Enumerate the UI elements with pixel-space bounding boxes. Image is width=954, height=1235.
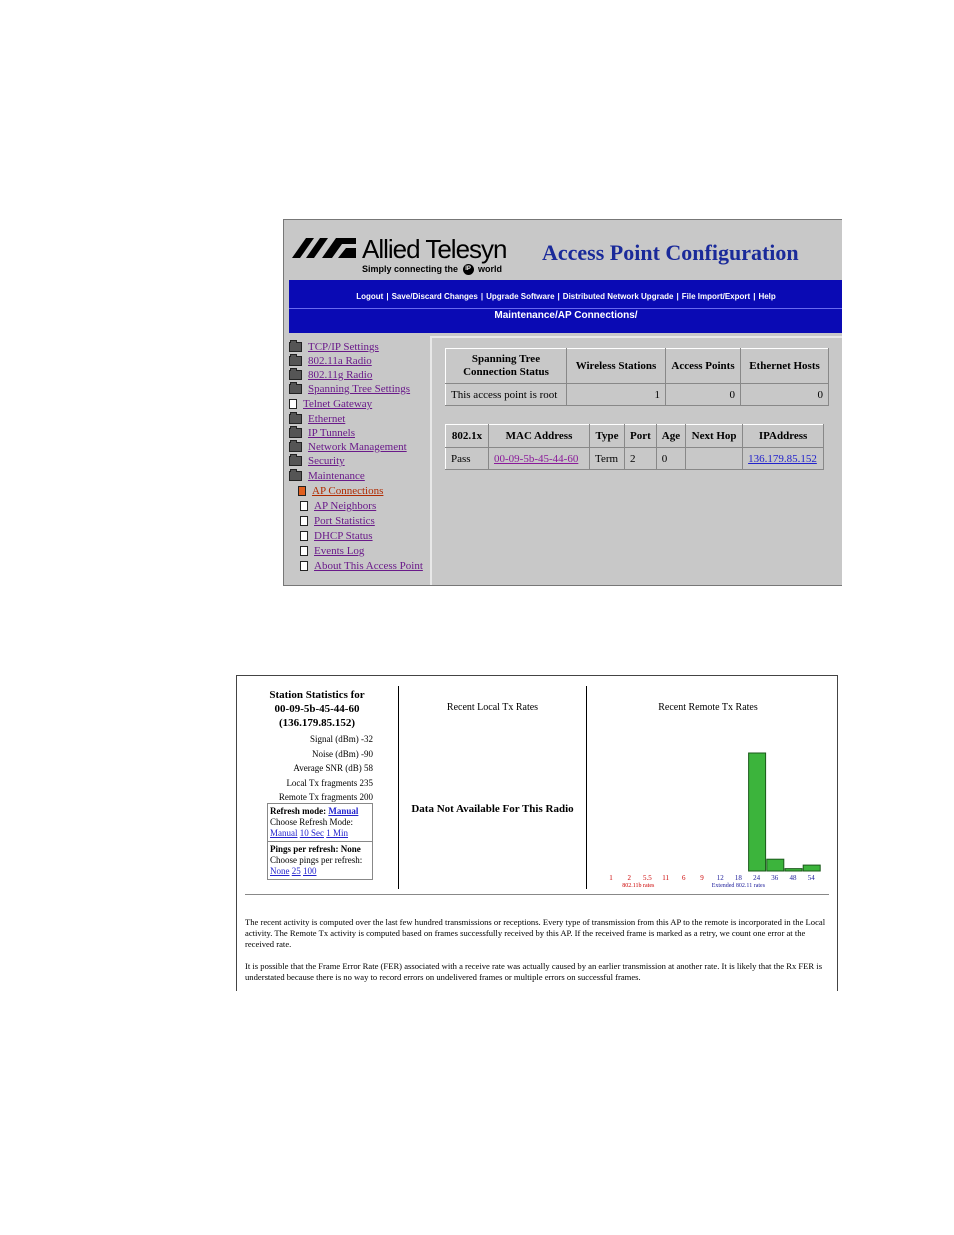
sidebar-item-ip-tunnels[interactable] xyxy=(289,426,355,440)
refresh-10sec-link[interactable]: 10 Sec xyxy=(299,828,324,838)
nav-bar xyxy=(289,280,842,333)
refresh-options xyxy=(270,828,370,839)
bar-48 xyxy=(785,869,802,871)
table-cell xyxy=(743,448,824,470)
folder-icon xyxy=(289,370,302,380)
table-cell xyxy=(686,448,743,470)
refresh-manual-link[interactable]: Manual xyxy=(270,828,298,838)
header xyxy=(284,220,842,280)
sidebar-item-label[interactable]: 802.11a Radio xyxy=(308,355,372,367)
tick-label-48: 48 xyxy=(789,874,797,882)
stat-signal: Signal (dBm) -32 xyxy=(310,734,373,744)
table-cell: Term xyxy=(590,448,625,470)
table-row xyxy=(446,448,824,470)
table-cell: 2 xyxy=(625,448,657,470)
page-icon xyxy=(300,546,308,556)
tick-label-6: 6 xyxy=(682,874,686,882)
menu-separator: | xyxy=(480,292,484,301)
page-title: Access Point Configuration xyxy=(542,240,799,265)
tick-label-5.5: 5.5 xyxy=(643,874,652,882)
open-folder-icon xyxy=(289,471,302,481)
sidebar-item-port-statistics[interactable] xyxy=(300,514,375,528)
notes xyxy=(245,917,831,991)
page-icon xyxy=(300,531,308,541)
menu-upgrade-software[interactable]: Upgrade Software xyxy=(486,292,555,301)
column-header: 802.1x xyxy=(446,425,489,448)
sidebar-item-label[interactable]: 802.11g Radio xyxy=(308,369,373,381)
tick-label-1: 1 xyxy=(609,874,613,882)
sidebar-item-80211g[interactable] xyxy=(289,368,372,382)
sidebar-item-ethernet[interactable] xyxy=(289,412,345,426)
menu-separator: | xyxy=(753,292,756,301)
remote-tx-chart xyxy=(587,716,838,896)
bar-54 xyxy=(803,865,820,871)
page-icon xyxy=(300,561,308,571)
sidebar-item-maintenance[interactable] xyxy=(289,469,365,483)
sidebar-item-label[interactable]: IP Tunnels xyxy=(308,427,355,439)
ip-icon: IP xyxy=(463,264,474,275)
separator-line xyxy=(245,894,829,895)
remote-tx-title: Recent Remote Tx Rates xyxy=(658,702,758,713)
menu-file-import-export[interactable]: File Import/Export xyxy=(681,292,751,301)
bar-36 xyxy=(767,859,784,871)
main-content xyxy=(432,336,842,586)
tick-label-36: 36 xyxy=(771,874,779,882)
column-header: Ethernet Hosts xyxy=(741,349,829,384)
sidebar-item-network-mgmt[interactable] xyxy=(289,440,407,454)
menu-distributed-upgrade[interactable]: Distributed Network Upgrade xyxy=(562,292,674,301)
pings-label: Pings per refresh: None xyxy=(270,844,361,854)
pings-none-link[interactable]: None xyxy=(270,866,290,876)
sidebar-item-label[interactable]: Ethernet xyxy=(308,413,346,425)
brand-name: Allied Telesyn xyxy=(362,234,507,264)
sidebar-item-label[interactable]: About This Access Point xyxy=(314,560,423,572)
sidebar-item-ap-connections[interactable] xyxy=(298,484,383,498)
data-not-available: Data Not Available For This Radio xyxy=(411,803,574,815)
mac-address-link[interactable]: 00-09-5b-45-44-60 xyxy=(494,452,579,465)
table-header-row xyxy=(446,425,824,448)
note-paragraph: The recent activity is computed over the last few hundred transmissions or receptions. Every type of transmission from this AP to the remote is incorporated in the Local activity. The Remote Tx activity is computed based on frames successfully received by this AP. If the received frame is marked as a retry, we count one error at the received rate. xyxy=(245,917,826,949)
folder-icon xyxy=(289,414,302,424)
refresh-mode-line xyxy=(270,806,370,817)
local-tx-title: Recent Local Tx Rates xyxy=(446,702,539,713)
refresh-mode-label: Refresh mode: xyxy=(270,806,327,816)
sidebar-item-tcpip[interactable] xyxy=(289,340,379,354)
sidebar-item-telnet[interactable] xyxy=(289,397,372,411)
stat-remote-tx: Remote Tx fragments 200 xyxy=(278,792,373,802)
page-icon xyxy=(300,516,308,526)
folder-icon xyxy=(289,342,302,352)
stats-ip: (136.179.85.152) xyxy=(278,717,356,729)
sidebar-item-label[interactable]: TCP/IP Settings xyxy=(308,341,379,353)
table-header-row xyxy=(446,349,829,384)
station-statistics-window xyxy=(236,675,838,991)
sidebar-item-label[interactable]: AP Neighbors xyxy=(314,500,377,512)
table-cell: 0 xyxy=(741,384,829,406)
allied-telesyn-logo xyxy=(292,234,512,278)
menu-help[interactable]: Help xyxy=(758,292,776,301)
folder-icon xyxy=(289,384,302,394)
top-menu xyxy=(289,292,842,301)
menu-save-discard[interactable]: Save/Discard Changes xyxy=(391,292,478,301)
group-label-extended: Extended 802.11 rates xyxy=(711,883,766,889)
tick-label-2: 2 xyxy=(627,874,631,882)
sidebar-item-events-log[interactable] xyxy=(300,544,364,558)
tagline-right: world xyxy=(478,264,503,274)
refresh-1min-link[interactable]: 1 Min xyxy=(326,828,349,838)
column-header: Age xyxy=(656,425,685,448)
stats-title: Station Statistics for xyxy=(269,689,365,701)
sidebar-item-80211a[interactable] xyxy=(289,354,372,368)
sidebar-item-label[interactable]: Security xyxy=(308,455,345,467)
breadcrumb: Maintenance/AP Connections/ xyxy=(289,308,842,321)
summary-table xyxy=(445,348,829,406)
group-label-80211b: 802.11b rates xyxy=(622,883,655,889)
table-cell: 1 xyxy=(567,384,666,406)
sidebar-item-label[interactable]: Port Statistics xyxy=(314,515,375,527)
stat-snr: Average SNR (dB) 58 xyxy=(293,763,373,773)
sidebar-item-label[interactable]: Spanning Tree Settings xyxy=(308,383,411,395)
column-header: Spanning Tree Connection Status xyxy=(446,349,567,384)
bar-24 xyxy=(749,753,766,871)
sidebar-item-label[interactable]: Telnet Gateway xyxy=(303,398,373,410)
tick-label-11: 11 xyxy=(662,874,669,882)
column-header: Port xyxy=(625,425,657,448)
folder-icon xyxy=(289,356,302,366)
pings-25-link[interactable]: 25 xyxy=(291,866,301,876)
column-header: MAC Address xyxy=(489,425,590,448)
tick-label-54: 54 xyxy=(807,874,815,882)
connections-table xyxy=(445,424,824,470)
table-cell xyxy=(489,448,590,470)
column-header: Next Hop xyxy=(686,425,743,448)
note-paragraph: It is possible that the Frame Error Rate (FER) associated with a receive rate was actually caused by an earlier transmission at another rate. It is likely that the Rx FER is understated because there is no way to record errors on undelivered frames or multiple errors on successful frames. xyxy=(245,961,823,982)
column-header: IPAddress xyxy=(743,425,824,448)
folder-icon xyxy=(289,428,302,438)
table-row xyxy=(446,384,829,406)
column-header: Access Points xyxy=(666,349,741,384)
refresh-choose-label: Choose Refresh Mode: xyxy=(270,817,353,827)
sidebar-item-spanning-tree[interactable] xyxy=(289,382,410,396)
sidebar-item-label[interactable]: Maintenance xyxy=(308,470,365,482)
table-cell: This access point is root xyxy=(446,384,567,406)
sidebar-item-security[interactable] xyxy=(289,454,345,468)
tick-label-12: 12 xyxy=(716,874,724,882)
allied-telesyn-logo-icon xyxy=(292,238,356,258)
table-cell: Pass xyxy=(446,448,489,470)
pings-box xyxy=(267,841,373,880)
sidebar-tree xyxy=(284,336,432,586)
folder-icon xyxy=(289,456,302,466)
table-cell: 0 xyxy=(666,384,741,406)
refresh-mode-box xyxy=(267,803,373,842)
tick-label-9: 9 xyxy=(700,874,704,882)
sidebar-item-dhcp-status[interactable] xyxy=(300,529,373,543)
menu-logout[interactable]: Logout xyxy=(356,292,384,301)
tick-label-18: 18 xyxy=(734,874,742,882)
menu-separator: | xyxy=(386,292,389,301)
pings-100-link[interactable]: 100 xyxy=(303,866,317,876)
menu-separator: | xyxy=(557,292,560,301)
folder-icon xyxy=(289,442,302,452)
tagline-left: Simply connecting the xyxy=(362,264,459,274)
menu-separator: | xyxy=(676,292,679,301)
sidebar-item-label[interactable]: Network Management xyxy=(308,441,407,453)
sidebar-item-label[interactable]: DHCP Status xyxy=(314,530,373,542)
sidebar-item-label[interactable]: Events Log xyxy=(314,545,365,557)
current-page-icon xyxy=(298,486,306,496)
refresh-mode-current-link[interactable]: Manual xyxy=(328,806,359,816)
page-icon xyxy=(300,501,308,511)
ap-config-window xyxy=(283,219,842,586)
column-header: Type xyxy=(590,425,625,448)
pings-choose-label: Choose pings per refresh: xyxy=(270,855,363,865)
sidebar-item-ap-neighbors[interactable] xyxy=(300,499,376,513)
sidebar-item-about[interactable] xyxy=(300,559,423,573)
pings-options xyxy=(270,866,370,877)
sidebar-item-label[interactable]: AP Connections xyxy=(312,485,384,497)
tick-label-24: 24 xyxy=(753,874,761,882)
divider xyxy=(398,686,399,889)
stat-local-tx: Local Tx fragments 235 xyxy=(286,777,373,788)
column-header: Wireless Stations xyxy=(567,349,666,384)
stats-mac: 00-09-5b-45-44-60 xyxy=(274,703,360,715)
page-icon xyxy=(289,399,297,409)
station-stats-panel xyxy=(237,688,397,892)
stat-noise: Noise (dBm) -90 xyxy=(312,748,373,759)
ip-address-link[interactable]: 136.179.85.152 xyxy=(748,452,817,465)
table-cell: 0 xyxy=(656,448,685,470)
tagline xyxy=(362,264,502,275)
